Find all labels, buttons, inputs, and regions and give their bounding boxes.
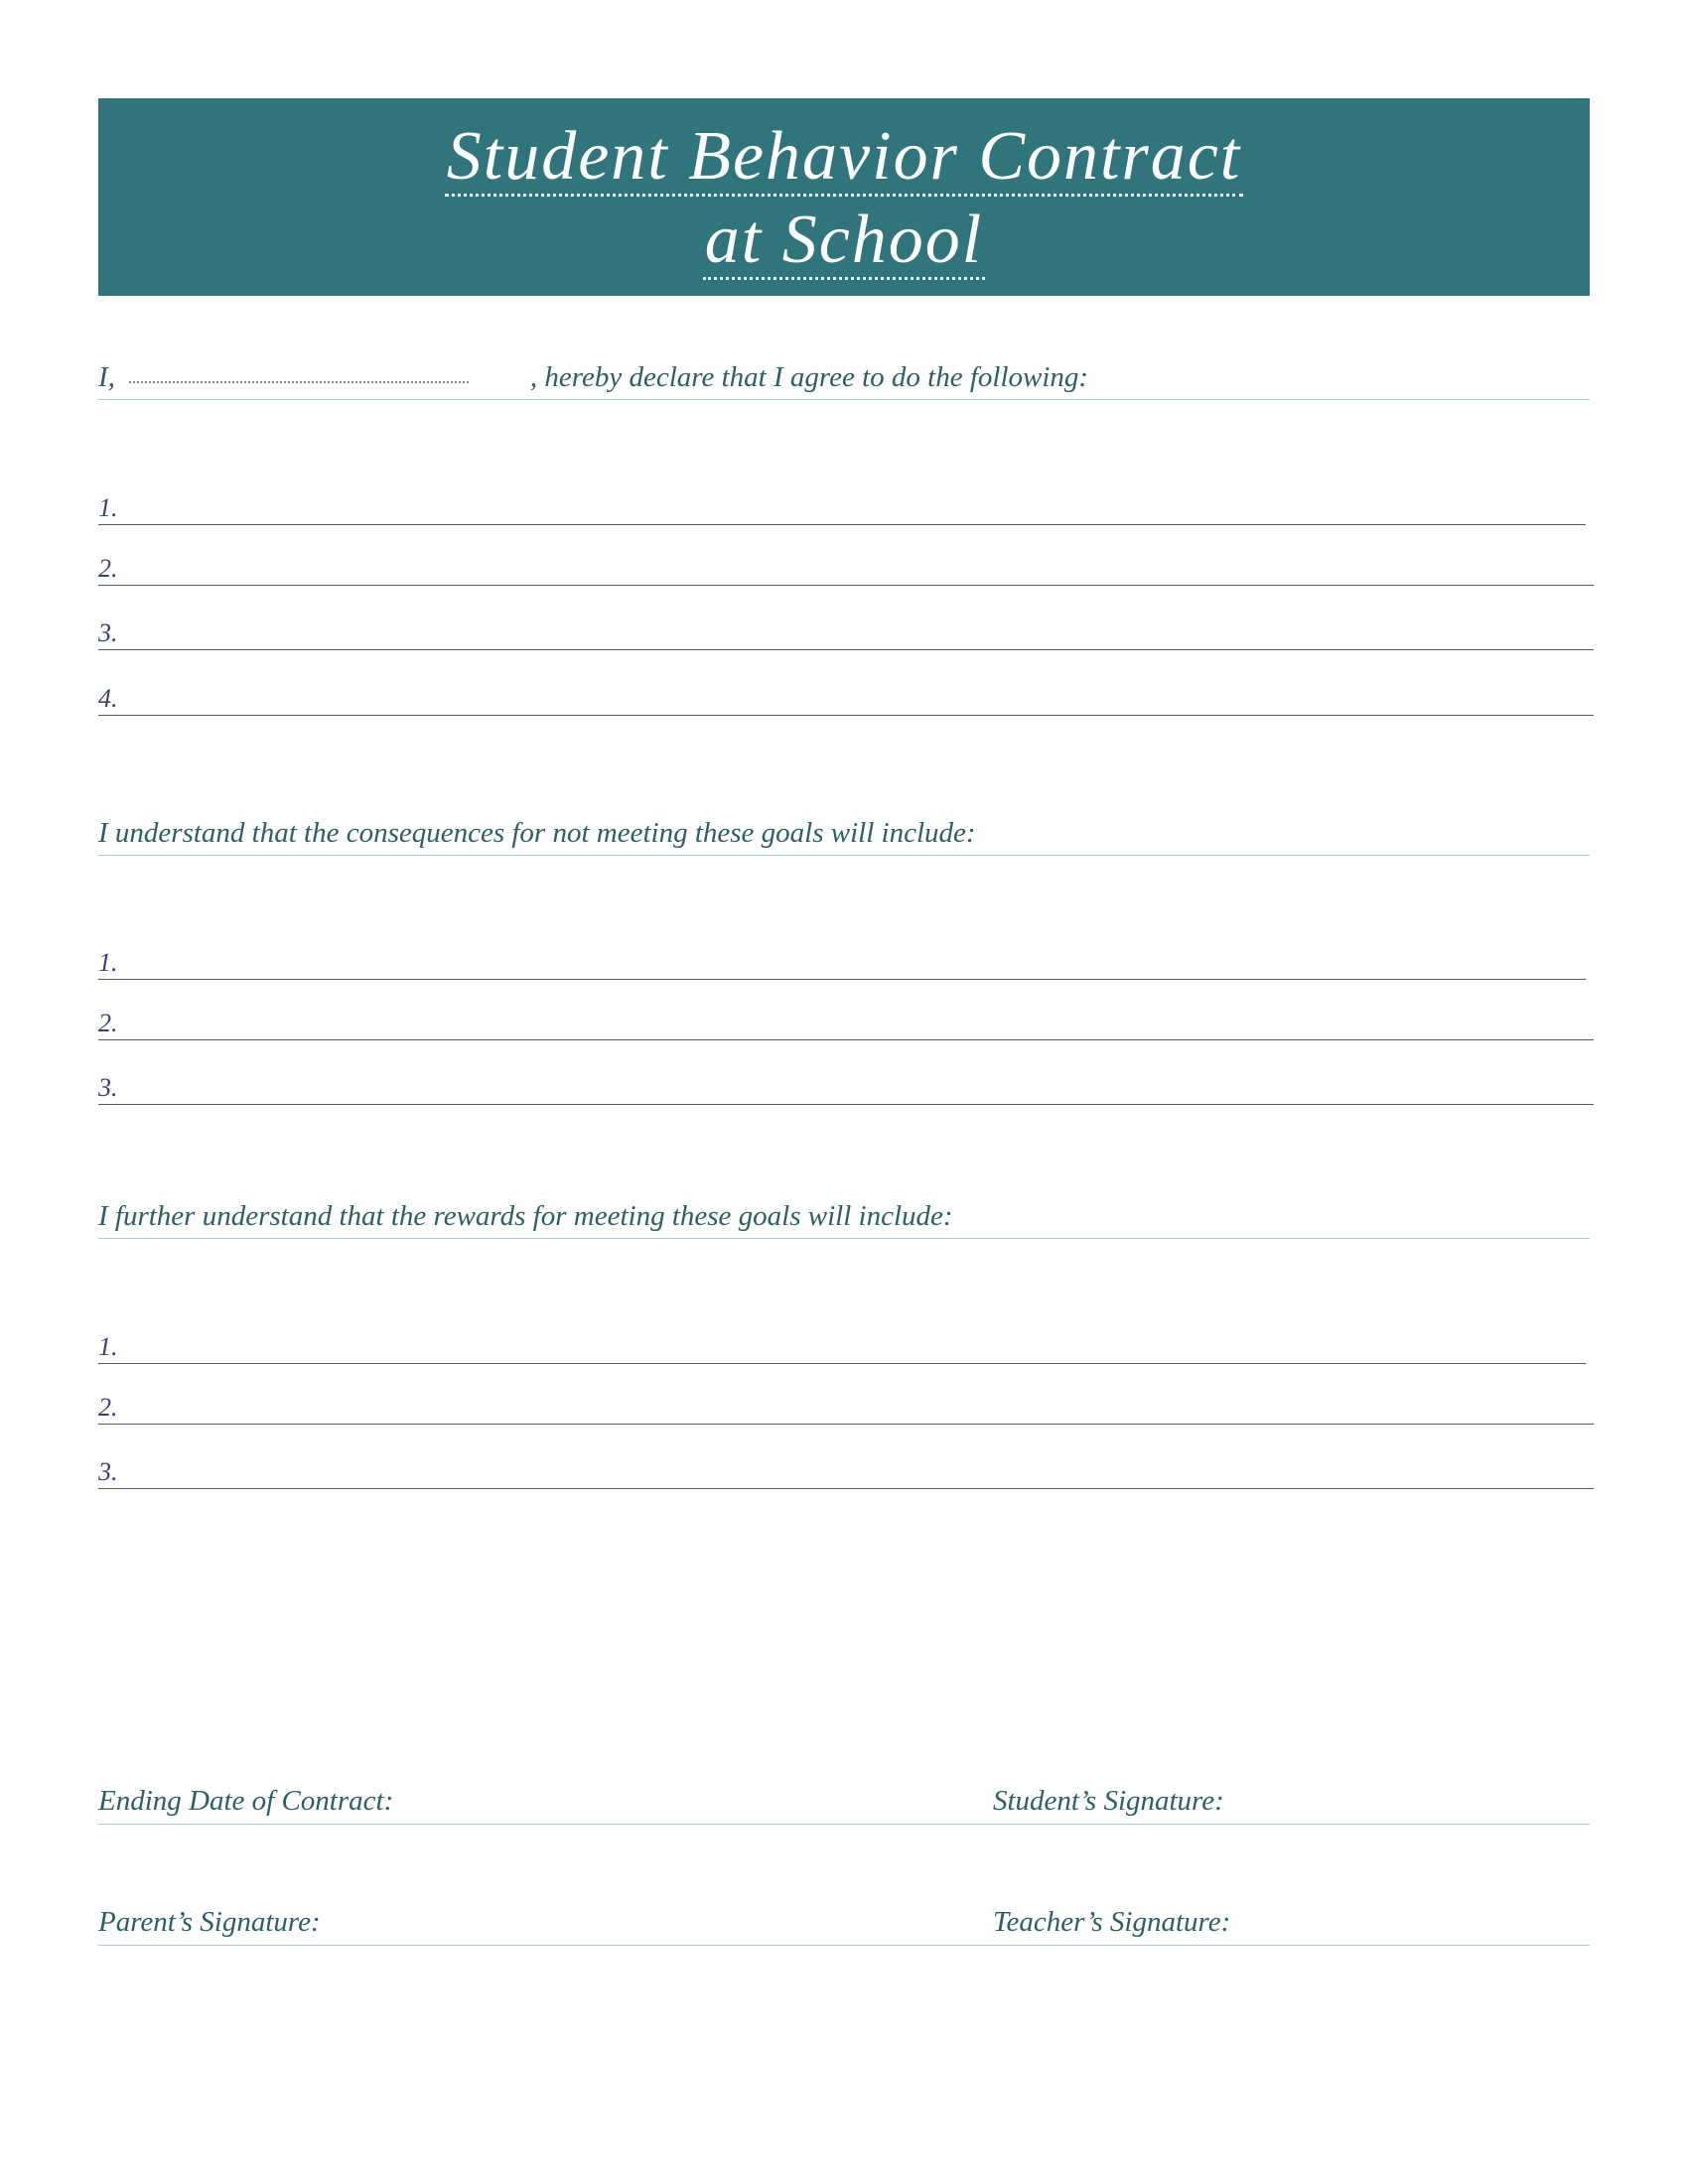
item-number: 2. [98, 1393, 118, 1422]
signature-line-2[interactable] [98, 1945, 1590, 1946]
consequence-item-line[interactable] [98, 1064, 1594, 1105]
title-line-2 [98, 202, 1590, 280]
consequence-item-line[interactable] [98, 1000, 1594, 1040]
title-banner [98, 98, 1590, 296]
item-number: 2. [98, 1009, 118, 1037]
rewards-label-text: I further understand that the rewards for meeting these goals will include: [98, 1200, 953, 1232]
name-blank[interactable] [129, 361, 469, 383]
item-number: 2. [98, 554, 118, 583]
declaration-prefix: I, [98, 361, 115, 393]
teacher-signature-label: Teacher’s Signature: [993, 1906, 1231, 1938]
item-number: 3. [98, 1073, 118, 1102]
item-number: 4. [98, 684, 118, 713]
signature-line-1[interactable] [98, 1824, 1590, 1825]
reward-item-line[interactable] [98, 1384, 1594, 1425]
agree-item-line[interactable] [98, 675, 1594, 716]
parent-signature-label: Parent’s Signature: [98, 1906, 321, 1938]
item-number: 1. [98, 493, 118, 522]
item-number: 1. [98, 948, 118, 977]
title-text-2: at School [704, 202, 984, 278]
declaration-row [98, 359, 1590, 400]
agree-item-line[interactable] [98, 545, 1594, 586]
title-text-1: Student Behavior Contract [446, 118, 1242, 195]
title-line-1 [98, 118, 1590, 197]
student-signature-label: Student’s Signature: [993, 1785, 1224, 1817]
item-number: 3. [98, 1457, 118, 1486]
agree-item-line[interactable] [98, 610, 1594, 650]
reward-item-line[interactable] [98, 1448, 1594, 1489]
item-number: 1. [98, 1332, 118, 1361]
consequence-item-line[interactable] [98, 939, 1586, 980]
ending-date-label: Ending Date of Contract: [98, 1785, 394, 1817]
declaration-suffix: , hereby declare that I agree to do the following: [529, 361, 1089, 393]
agree-item-line[interactable] [98, 484, 1586, 525]
reward-item-line[interactable] [98, 1323, 1586, 1364]
item-number: 3. [98, 618, 118, 647]
consequences-label-text: I understand that the consequences for not meeting these goals will include: [98, 817, 976, 849]
consequences-label [98, 815, 1590, 856]
rewards-label [98, 1198, 1590, 1239]
